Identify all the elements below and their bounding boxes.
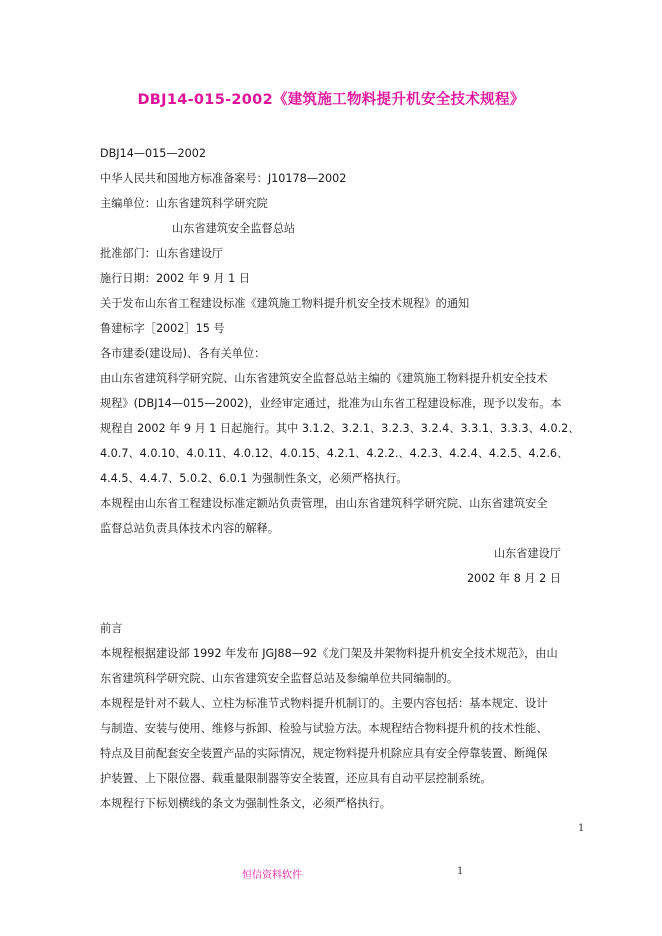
preface-line: 本规程是针对不载人、立柱为标准节式物料提升机制订的。主要内容包括：基本规定、设计: [100, 697, 548, 710]
preface-line: 特点及目前配套安全装置产品的实际情况，规定物料提升机除应具有安全停靠装置、断绳保: [100, 747, 548, 760]
notice-body-line: 监督总站负责具体技术内容的解释。: [100, 522, 280, 535]
effective-date: 施行日期：2002 年 9 月 1 日: [100, 272, 250, 285]
page-number: 1: [457, 866, 464, 877]
signoff-date: 2002 年 8 月 2 日: [466, 572, 561, 585]
document-title: DBJ14-015-2002《建筑施工物料提升机安全技术规程》: [137, 92, 525, 108]
notice-body-line: 由山东省建筑科学研究院、山东省建筑安全监督总站主编的《建筑施工物料提升机安全技术: [100, 372, 548, 385]
filing-number: 中华人民共和国地方标准备案号：J10178—2002: [100, 172, 347, 185]
signoff-issuer: 山东省建设厅: [493, 547, 561, 560]
chief-editor-unit-2: 山东省建筑安全监督总站: [172, 222, 296, 235]
preface-line: 与制造、安装与使用、维修与拆卸、检验与试验方法。本规程结合物料提升机的技术性能、: [100, 722, 548, 735]
preface-line: 护装置、上下限位器、载重量限制器等安全装置，还应具有自动平层控制系统。: [100, 772, 492, 785]
notice-salutation: 各市建委(建设局)、各有关单位：: [100, 347, 266, 360]
footer-brand: 恒信资料软件: [242, 870, 302, 881]
notice-body-line: 规程》(DBJ14—015—2002)，业经审定通过，批准为山东省工程建设标准，现予以发布。本: [100, 397, 562, 410]
notice-body-line: 本规程由山东省工程建设标准定额站负责管理，由山东省建筑科学研究院、山东省建筑安全: [100, 497, 548, 510]
notice-body-line: 4.4.5、4.4.7、5.0.2、6.0.1 为强制性条文，必须严格执行。: [100, 472, 408, 485]
page-number-corner: 1: [578, 823, 585, 834]
notice-number: 鲁建标字［2002］15 号: [100, 322, 225, 335]
preface-line: 本规程根据建设部 1992 年发布 JGJ88—92《龙门架及井架物料提升机安全技术规范》，由山: [100, 647, 558, 660]
standard-code: DBJ14—015—2002: [100, 147, 207, 160]
preface-heading: 前言: [100, 622, 123, 635]
notice-title: 关于发布山东省工程建设标准《建筑施工物料提升机安全技术规程》的通知: [100, 297, 470, 310]
approval-dept: 批准部门：山东省建设厅: [100, 247, 224, 260]
notice-body-line: 4.0.7、4.0.10、4.0.11、4.0.12、4.0.15、4.2.1、4.2.2.、4.2.3、4.2.4、4.2.5、4.2.6、: [100, 447, 569, 460]
notice-body-line: 规程自 2002 年 9 月 1 日起施行。其中 3.1.2、3.2.1、3.2.3、3.2.4、3.3.1、3.3.3、4.0.2、: [100, 422, 580, 435]
preface-line: 本规程行下标划横线的条文为强制性条文，必须严格执行。: [100, 797, 391, 810]
preface-line: 东省建筑科学研究院、山东省建筑安全监督总站及参编单位共同编制的。: [100, 672, 459, 685]
chief-editor-unit: 主编单位：山东省建筑科学研究院: [100, 197, 268, 210]
